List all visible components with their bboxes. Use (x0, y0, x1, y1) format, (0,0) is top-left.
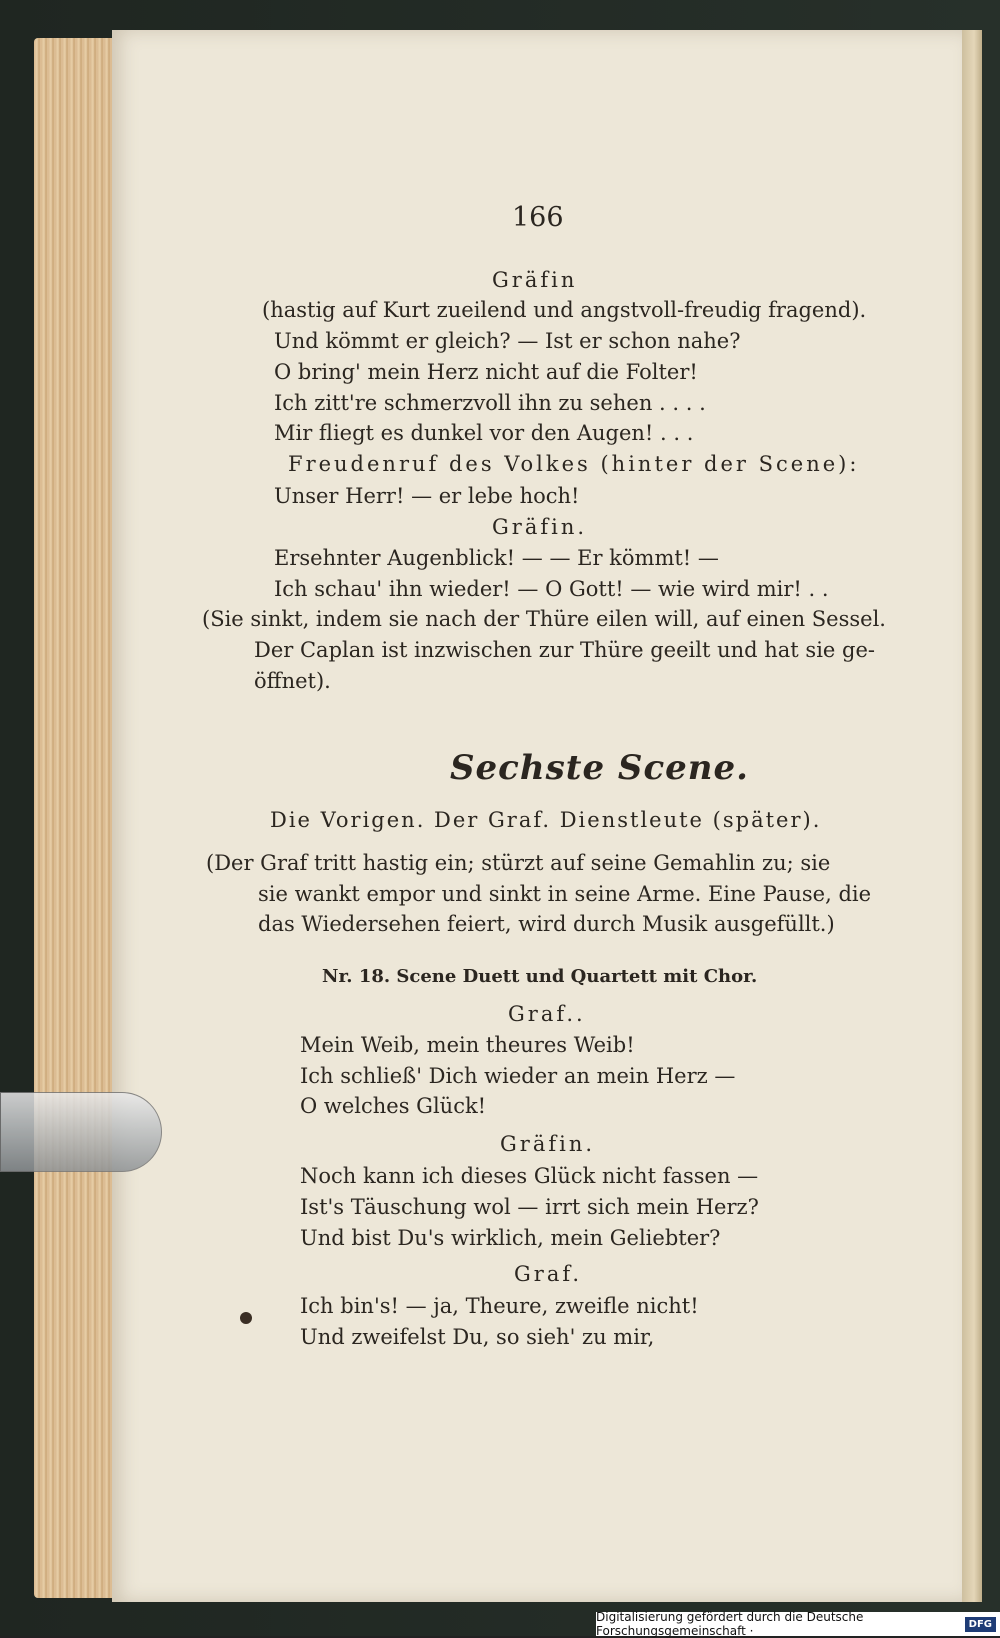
scene-title: Sechste Scene. (450, 748, 749, 788)
speaker-graf: Graf.. (508, 1002, 586, 1026)
cast-list: Die Vorigen. Der Graf. Dienstleute (später). (270, 808, 822, 832)
speaker-graf: Graf. (514, 1262, 583, 1286)
stage-direction: (Sie sinkt, indem sie nach der Thüre eilen will, auf einen Sessel. (202, 607, 886, 631)
footer-text: Digitalisierung gefördert durch die Deutsche Forschungsgemeinschaft · (596, 1610, 864, 1638)
verse-line: Und zweifelst Du, so sieh' zu mir, (300, 1325, 655, 1349)
page-number: 166 (512, 202, 564, 233)
verse-line: Noch kann ich dieses Glück nicht fassen — (300, 1164, 759, 1188)
speaker-graefin: Gräfin. (500, 1132, 596, 1156)
book-page-edges (34, 38, 114, 1598)
musical-number-header: Nr. 18. Scene Duett und Quartett mit Chor. (322, 966, 758, 987)
verse-line: Ersehnter Augenblick! — — Er kömmt! — (274, 546, 719, 570)
stage-direction: sie wankt empor und sinkt in seine Arme. Eine Pause, die (258, 882, 872, 906)
verse-line: Und kömmt er gleich? — Ist er schon nahe? (274, 329, 741, 353)
book-right-edge (962, 30, 982, 1602)
speaker-graefin: Gräfin. (492, 515, 588, 539)
stage-direction: das Wiedersehen feiert, wird durch Musik ausgefüllt.) (258, 912, 835, 936)
verse-line: Ich bin's! — ja, Theure, zweifle nicht! (300, 1294, 699, 1318)
verse-line: Ich zitt're schmerzvoll ihn zu sehen . . . . (274, 391, 706, 415)
verse-line: O welches Glück! (300, 1094, 487, 1118)
stage-direction: (Der Graf tritt hastig ein; stürzt auf seine Gemahlin zu; sie (206, 851, 831, 875)
speaker-chorus: Freudenruf des Volkes (hinter der Scene): (288, 452, 860, 476)
verse-line: Mein Weib, mein theures Weib! (300, 1033, 635, 1057)
verse-line: Und bist Du's wirklich, mein Geliebter? (300, 1226, 721, 1250)
verse-line: Ich schließ' Dich wieder an mein Herz — (300, 1064, 736, 1088)
stage-direction: öffnet). (254, 669, 331, 693)
dfg-logo: DFG (965, 1617, 996, 1632)
speaker-graefin: Gräfin (492, 268, 578, 292)
footer-bar (596, 1612, 1000, 1636)
verse-line: Ich schau' ihn wieder! — O Gott! — wie wird mir! . . (274, 577, 829, 601)
verse-line: Ist's Täuschung wol — irrt sich mein Herz? (300, 1195, 759, 1219)
verse-line: Mir fliegt es dunkel vor den Augen! . . . (274, 421, 694, 445)
verse-line: Unser Herr! — er lebe hoch! (274, 484, 580, 508)
stage-direction: (hastig auf Kurt zueilend und angstvoll-freudig fragend). (262, 298, 867, 322)
stage-direction: Der Caplan ist inzwischen zur Thüre geeilt und hat sie ge- (254, 638, 875, 662)
page-clip (0, 1092, 162, 1172)
verse-line: O bring' mein Herz nicht auf die Folter! (274, 360, 698, 384)
ink-spot (240, 1312, 252, 1324)
